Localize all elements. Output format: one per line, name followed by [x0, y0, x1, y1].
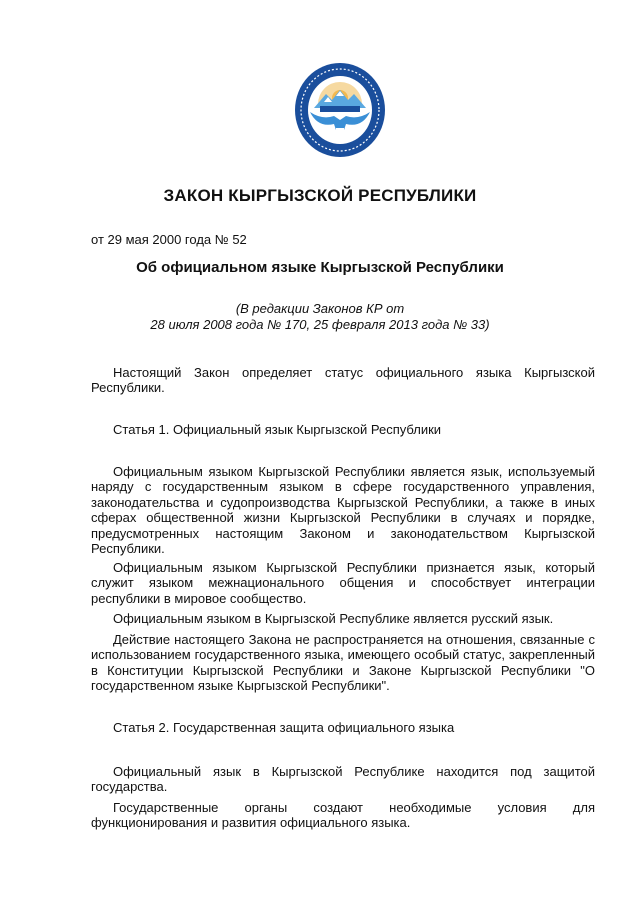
- preamble: Настоящий Закон определяет статус официального языка Кыргызской Республики.: [91, 365, 595, 396]
- article-1-paragraph-3: Официальным языком в Кыргызской Республике является русский язык.: [113, 611, 554, 626]
- article-1-paragraph-4: Действие настоящего Закона не распространяется на отношения, связанные с использованием государственного языка, имеющего особый статус, закрепленный в Конституции Кыргызской Республики и Законе Кыргызской Республики "О государственном языке Кыргызской Республики".: [91, 632, 595, 694]
- edition-line-2: 28 июля 2008 года № 170, 25 февраля 2013 года № 33): [150, 317, 490, 332]
- article-2-paragraph-2: Государственные органы создают необходимые условия для функционирования и развития официального языка.: [91, 800, 595, 831]
- article-1-heading: Статья 1. Официальный язык Кыргызской Республики: [113, 422, 442, 437]
- article-2-paragraph-1: Официальный язык в Кыргызской Республике находится под защитой государства.: [91, 764, 595, 795]
- article-2-heading: Статья 2. Государственная защита официального языка: [113, 720, 455, 735]
- law-title: ЗАКОН КЫРГЫЗСКОЙ РЕСПУБЛИКИ: [163, 186, 477, 205]
- edition-note: [0, 301, 640, 333]
- edition-line-1: (В редакции Законов КР от: [235, 301, 405, 316]
- article-1-paragraph-1: Официальным языком Кыргызской Республики является язык, используемый наряду с государственным языком в сфере государственного управления, законодательства и судопроизводства Кыргызской Республики, а также в иных сферах общественной жизни Кыргызской Республики в случаях и порядке, предусмотренных настоящим Законом и законодательством Кыргызской Республики.: [91, 464, 595, 557]
- law-subtitle: Об официальном языке Кыргызской Республики: [136, 259, 504, 276]
- kyrgyz-state-emblem-icon: [294, 62, 386, 158]
- law-date: от 29 мая 2000 года № 52: [91, 232, 247, 247]
- article-1-paragraph-2: Официальным языком Кыргызской Республики признается язык, который служит языком межнационального общения и способствует интеграции республики в мировое сообщество.: [91, 560, 595, 606]
